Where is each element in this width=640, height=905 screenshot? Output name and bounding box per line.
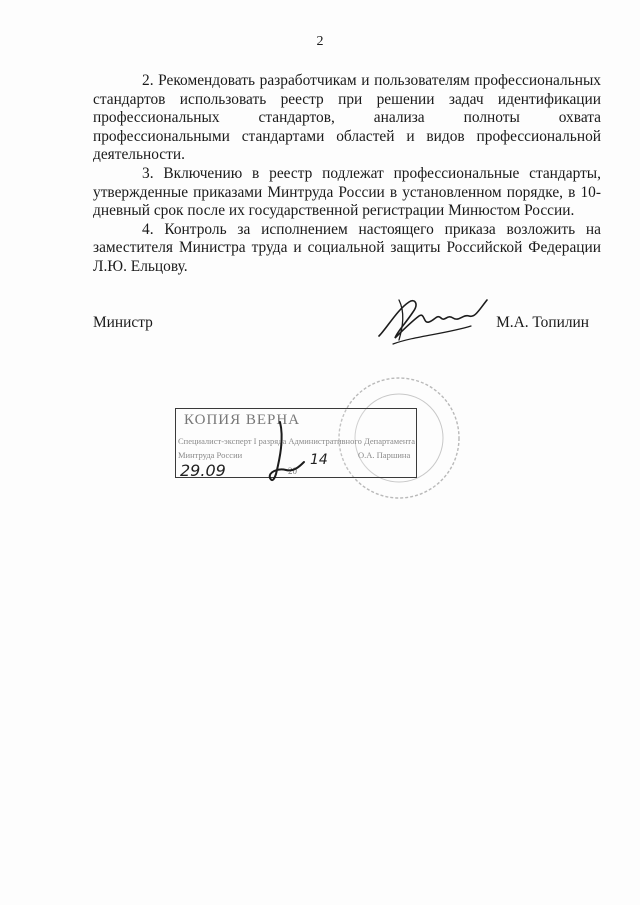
paragraph-4: 4. Контроль за исполнением настоящего приказа возложить на заместителя Министра труда и социальной защиты Российской Федерации Л.Ю. Ельцову.	[93, 220, 601, 275]
signatory-title: Министр	[93, 314, 153, 331]
stamp-heading: КОПИЯ ВЕРНА	[184, 412, 301, 428]
stamp-department-line: Минтруда России	[178, 450, 243, 460]
stamp-year-prefix: 20	[288, 466, 297, 476]
paragraph-3: 3. Включению в реестр подлежат профессиональные стандарты, утвержденные приказами Минтруда России в установленном порядке, в 10-дневный срок после их государственной регистрации Минюстом России.	[93, 164, 601, 220]
stamp-signature	[250, 418, 310, 488]
stamp-handwritten-day: 14	[310, 452, 328, 468]
stamp-position-line: Специалист-эксперт I разряда Административного Департамента	[178, 436, 416, 446]
document-body	[93, 72, 601, 277]
stamp-initials: О.А. Паршина	[358, 450, 411, 460]
handwritten-signature	[375, 292, 495, 352]
signature-block	[93, 314, 601, 334]
page-number: 2	[316, 34, 324, 49]
signatory-name: М.А. Топилин	[496, 314, 589, 331]
stamp-handwritten-date: 29.09	[180, 461, 226, 480]
paragraph-2: 2. Рекомендовать разработчикам и пользователям профессиональных стандартов использовать реестр при решении задач идентификации профессиональных стандартов, анализа полноты охвата профессиональными стандартами областей и видов профессиональной деятельности.	[93, 72, 601, 164]
